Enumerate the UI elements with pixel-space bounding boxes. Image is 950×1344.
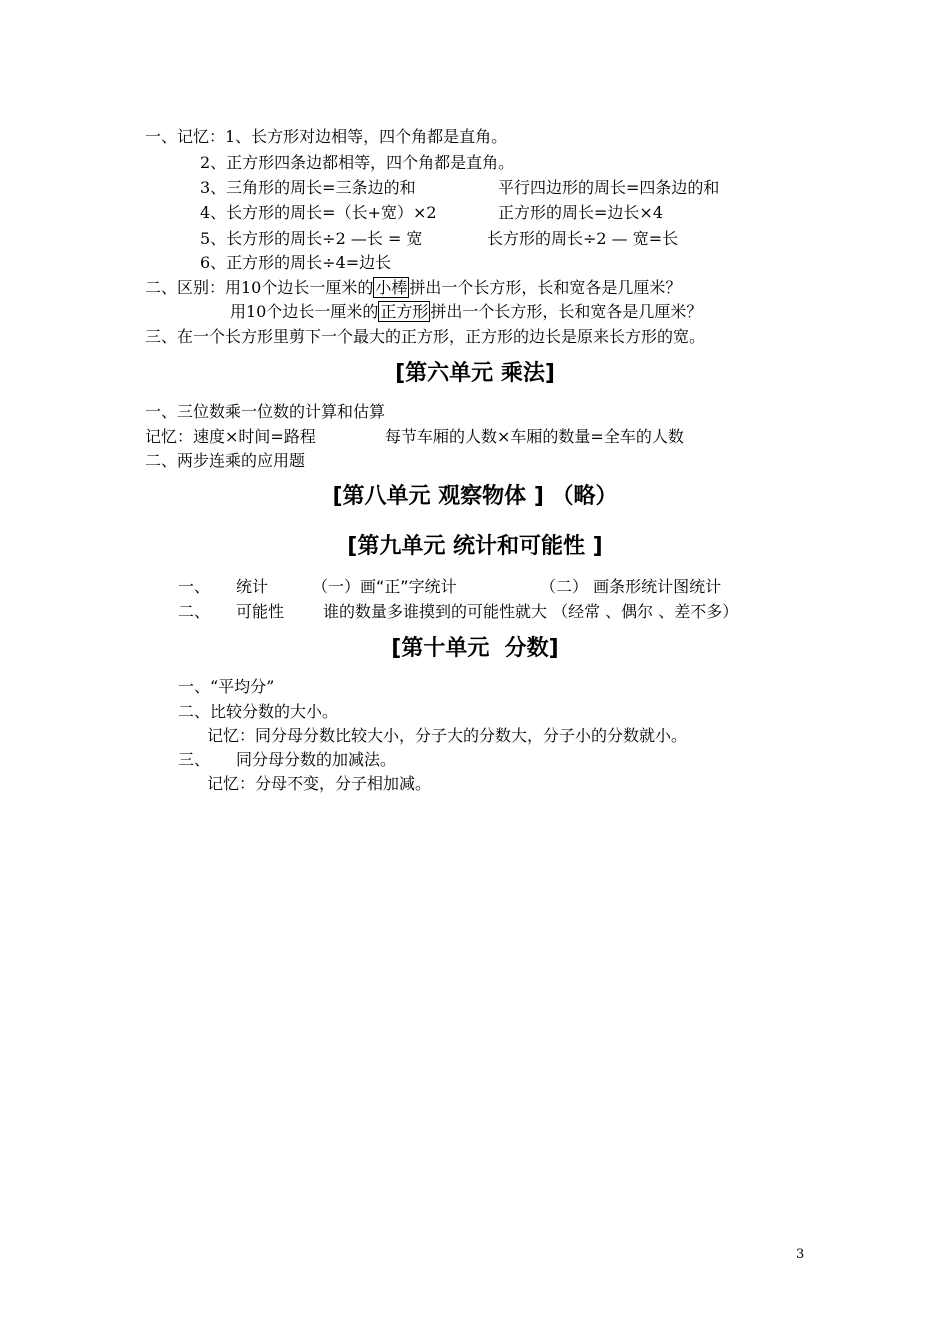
unit9-item2-number: 二、: [178, 602, 211, 621]
unit9-item1-part-a: （一）画“正”字统计: [312, 577, 457, 596]
unit6-memo-b: 每节车厢的人数×车厢的数量=全车的人数: [385, 427, 684, 446]
memo-line-5a: 5、长方形的周长÷2 —长 = 宽: [200, 229, 423, 248]
memo-line-1: 一、记忆：1、长方形对边相等，四个角都是直角。: [145, 127, 508, 146]
page-number: 3: [796, 1247, 805, 1262]
boxed-term-squares: 正方形: [380, 302, 429, 321]
unit10-line-1: 一、“平均分”: [178, 677, 275, 696]
memo-line-5b: 长方形的周长÷2 — 宽=长: [487, 229, 679, 248]
memo-line-4a: 4、长方形的周长=（长+宽）×2: [200, 203, 437, 222]
difference-2-prefix: 用10个边长一厘米的: [230, 302, 379, 321]
unit6-memo-a: 记忆：速度×时间=路程: [145, 427, 316, 446]
memo-line-3b: 平行四边形的周长=四条边的和: [498, 178, 720, 197]
unit10-memo-2: 记忆：分母不变，分子相加减。: [207, 774, 432, 793]
unit10-line-2: 二、比较分数的大小。: [178, 702, 339, 721]
difference-1-suffix: 拼出一个长方形，长和宽各是几厘米？: [409, 278, 682, 297]
unit9-item1-label: 统计: [236, 577, 269, 596]
boxed-term-sticks: 小棒: [375, 278, 408, 297]
memo-line-3a: 3、三角形的周长=三条边的和: [200, 178, 416, 197]
unit10-memo-1: 记忆：同分母分数比较大小，分子大的分数大，分子小的分数就小。: [207, 726, 688, 745]
memo-line-4b: 正方形的周长=边长×4: [498, 203, 663, 222]
unit10-line-3-number: 三、: [178, 750, 211, 769]
unit6-heading: [第六单元 乘法]: [395, 361, 555, 386]
difference-line-2: [230, 302, 702, 322]
unit9-item2-text: 谁的数量多谁摸到的可能性就大 （经常 、偶尔 、差不多）: [323, 602, 739, 621]
unit6-line-1: 一、三位数乘一位数的计算和估算: [145, 402, 386, 421]
unit9-item1-number: 一、: [178, 577, 211, 596]
unit8-heading: [第八单元 观察物体 ] （略）: [332, 484, 618, 509]
unit9-item1-part-b: （二） 画条形统计图统计: [540, 577, 722, 596]
unit10-heading: [第十单元 分数]: [391, 636, 559, 661]
unit9-heading: [第九单元 统计和可能性 ]: [347, 534, 603, 559]
memo-line-2: 2、正方形四条边都相等，四个角都是直角。: [200, 153, 515, 172]
unit10-line-3-text: 同分母分数的加减法。: [236, 750, 397, 769]
unit9-item2-label: 可能性: [236, 602, 285, 621]
cut-square-line: 三、在一个长方形里剪下一个最大的正方形，正方形的边长是原来长方形的宽。: [145, 327, 706, 346]
difference-line-1: [145, 278, 681, 298]
difference-1-prefix: 二、区别：用10个边长一厘米的: [145, 278, 374, 297]
memo-line-6: 6、正方形的周长÷4=边长: [200, 253, 392, 272]
difference-2-suffix: 拼出一个长方形，长和宽各是几厘米？: [430, 302, 703, 321]
unit6-line-2: 二、两步连乘的应用题: [145, 451, 306, 470]
